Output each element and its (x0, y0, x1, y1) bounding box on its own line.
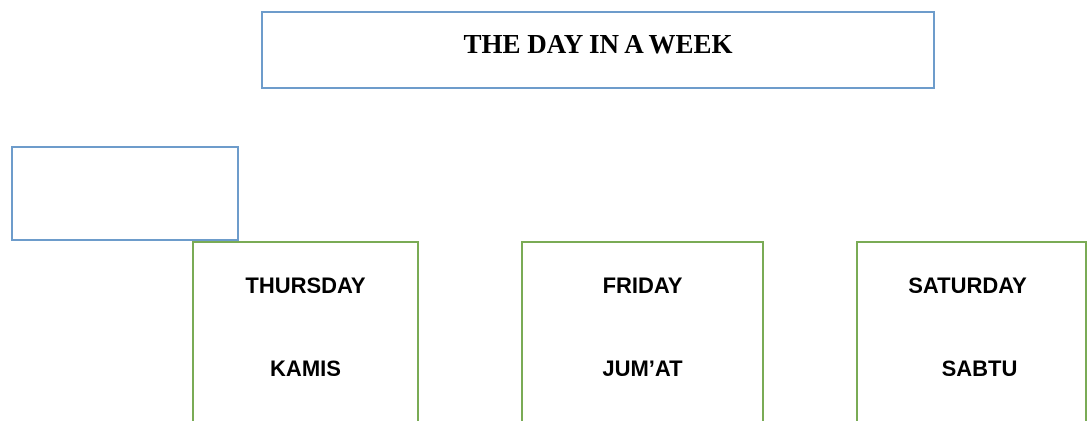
day-indonesian-label: KAMIS (270, 356, 341, 381)
day-english-label: FRIDAY (602, 273, 683, 298)
empty-box (11, 146, 239, 241)
day-indonesian-label: JUM’AT (602, 356, 683, 381)
day-box-friday (521, 241, 764, 421)
day-indonesian-label: SABTU (941, 356, 1018, 381)
day-box-saturday (856, 241, 1087, 421)
day-english-label: SATURDAY (908, 273, 1027, 298)
title-box (261, 11, 935, 89)
day-box-thursday (192, 241, 419, 421)
day-english-label: THURSDAY (245, 273, 366, 298)
page-title: THE DAY IN A WEEK (463, 29, 733, 59)
